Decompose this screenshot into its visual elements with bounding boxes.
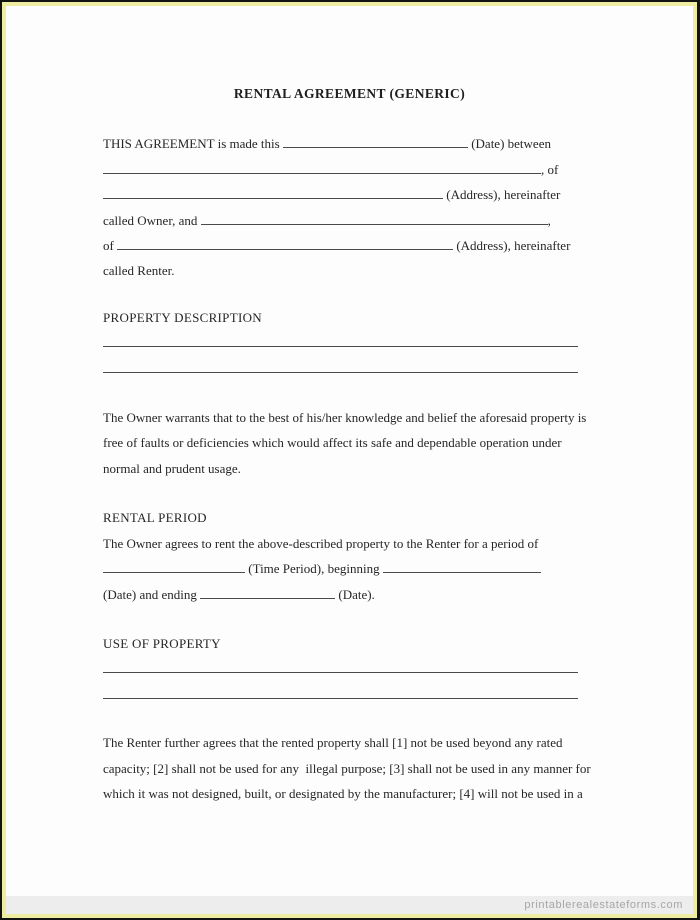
agreement-intro	[103, 131, 596, 283]
form-line	[103, 182, 596, 207]
form-line	[103, 656, 596, 681]
form-text: THIS AGREEMENT is made this	[103, 136, 283, 152]
form-text: capacity; [2] shall not be used for any illegal purpose; [3] shall not be used in any manner for	[103, 760, 591, 776]
blank-field	[103, 161, 541, 174]
blank-field	[103, 186, 443, 199]
form-line	[103, 682, 596, 707]
rental-period-heading: RENTAL PERIOD	[103, 510, 207, 526]
blank-field	[103, 360, 578, 373]
property-description-heading: PROPERTY DESCRIPTION	[103, 309, 262, 325]
form-line	[103, 405, 596, 430]
page-inner-border	[2, 2, 697, 918]
form-line	[103, 430, 596, 455]
form-line	[103, 330, 596, 355]
blank-field	[383, 560, 541, 573]
form-text: (Date).	[335, 586, 375, 602]
form-line	[103, 208, 596, 233]
form-line	[103, 582, 596, 607]
form-text: (Address), hereinafter	[443, 187, 561, 203]
form-text: The Owner warrants that to the best of his/her knowledge and belief the aforesaid property is	[103, 410, 587, 426]
blank-field	[103, 560, 245, 573]
form-line	[103, 756, 596, 781]
use-restrictions-paragraph	[103, 730, 596, 806]
use-of-property-blanks	[103, 656, 596, 707]
form-line	[103, 730, 596, 755]
blank-field	[200, 586, 335, 599]
property-description-blanks	[103, 330, 596, 381]
form-text: The Owner agrees to rent the above-described property to the Renter for a period of	[103, 535, 539, 551]
rental-period-paragraph	[103, 531, 596, 607]
form-text: of	[103, 238, 118, 254]
blank-field	[201, 212, 548, 225]
form-text: , of	[541, 161, 559, 177]
form-text: ,	[547, 212, 551, 228]
blank-field	[103, 334, 578, 347]
form-line	[103, 531, 596, 556]
form-text: The Renter further agrees that the rented property shall [1] not be used beyond any rated	[103, 735, 563, 751]
form-text: (Address), hereinafter	[453, 238, 571, 254]
document-body	[6, 81, 693, 806]
form-line	[103, 556, 596, 581]
form-text: (Date) between	[467, 136, 551, 152]
form-line	[103, 781, 596, 806]
form-text: called Renter.	[103, 263, 175, 279]
form-text: normal and prudent usage.	[103, 460, 241, 476]
form-text: called Owner, and	[103, 212, 201, 228]
form-line	[103, 131, 596, 156]
form-text: (Time Period), beginning	[245, 561, 383, 577]
warranty-paragraph	[103, 405, 596, 481]
blank-field	[117, 237, 453, 250]
document-title: RENTAL AGREEMENT (GENERIC)	[233, 86, 466, 101]
form-line	[103, 258, 596, 283]
blank-field	[283, 135, 468, 148]
form-line	[103, 356, 596, 381]
form-text: which it was not designed, built, or designated by the manufacturer; [4] will not be used in a	[103, 785, 583, 801]
form-text: (Date) and ending	[103, 586, 201, 602]
form-line	[103, 233, 596, 258]
form-text: free of faults or deficiencies which would affect its safe and dependable operation under	[103, 435, 562, 451]
watermark-text: printablerealestateforms.com	[524, 899, 683, 911]
watermark-bar	[6, 896, 693, 914]
blank-field	[103, 686, 578, 699]
blank-field	[103, 660, 578, 673]
form-line	[103, 157, 596, 182]
use-of-property-heading: USE OF PROPERTY	[103, 635, 221, 651]
form-line	[103, 456, 596, 481]
